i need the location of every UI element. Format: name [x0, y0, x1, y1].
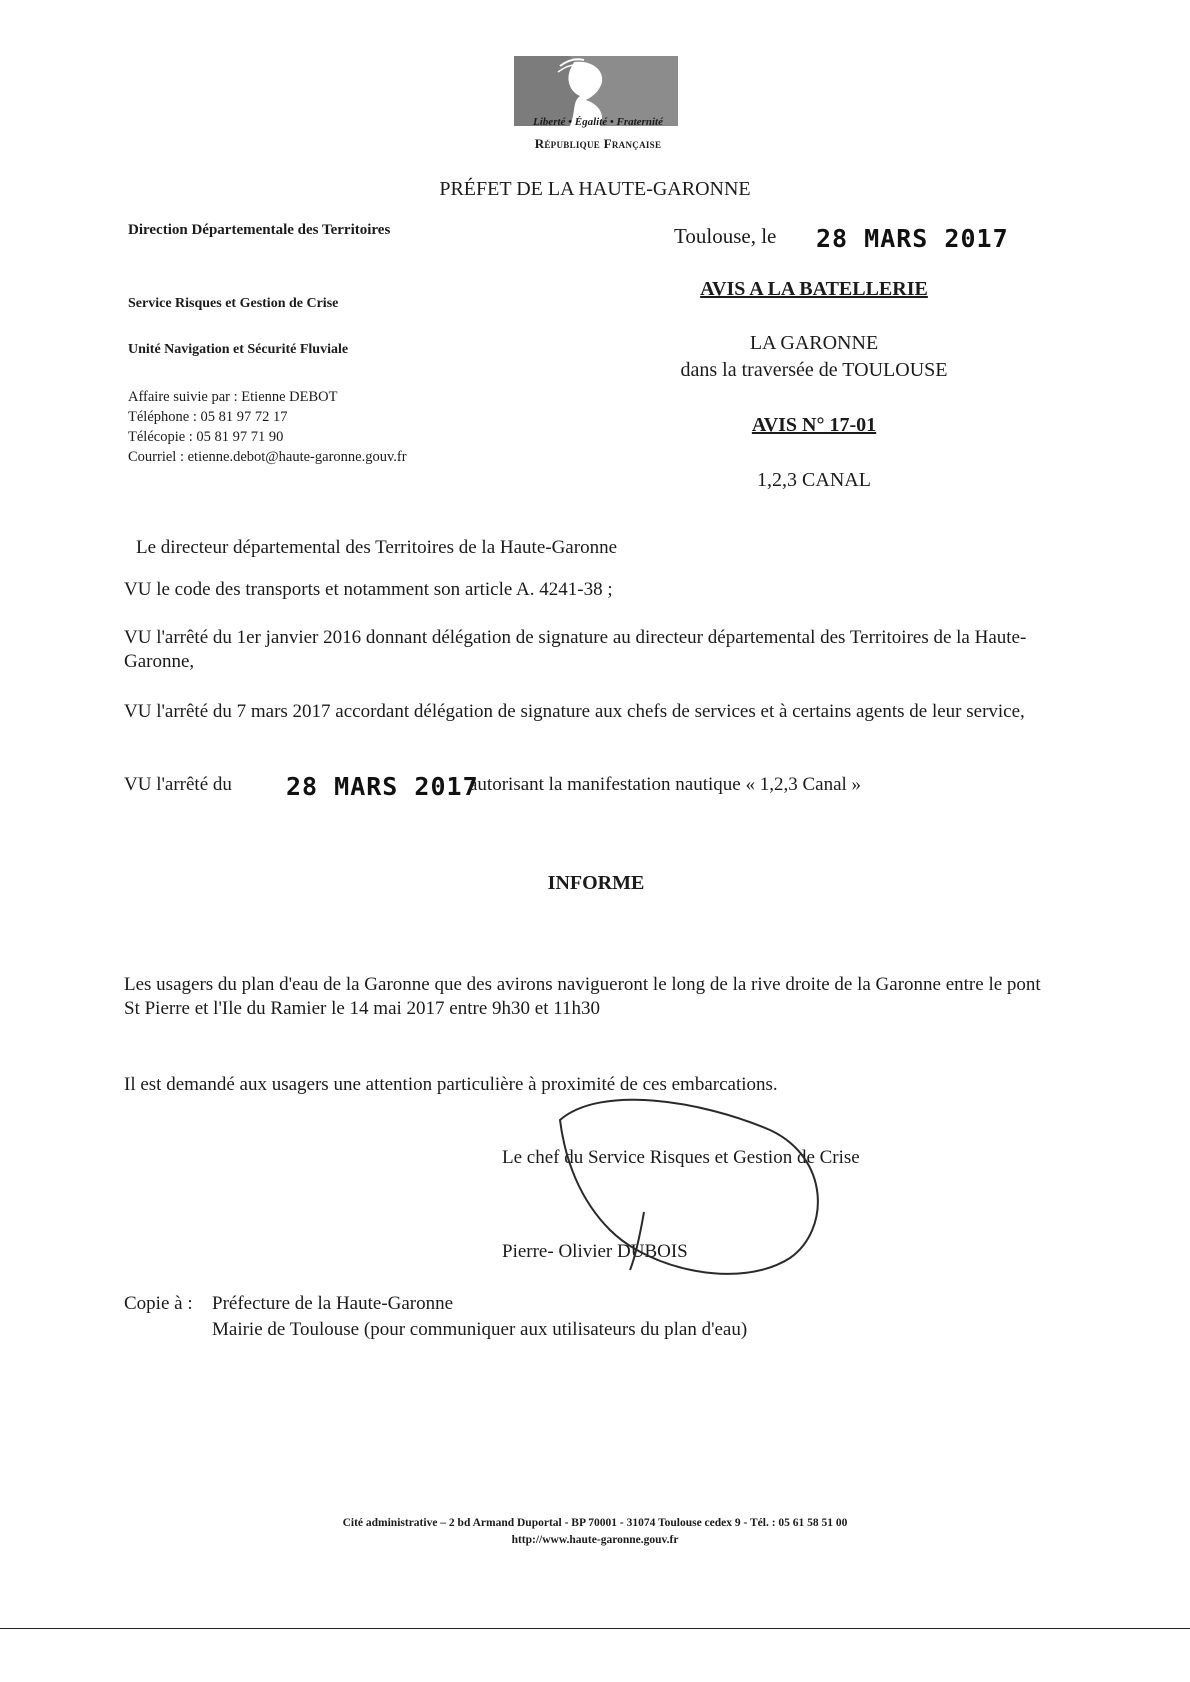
vu-arrete-suffix: autorisant la manifestation nautique « 1,2,3 Canal » [469, 774, 862, 795]
notice-paragraph: Les usagers du plan d'eau de la Garonne que des avirons navigueront le long de la rive droite de la Garonne entre le pont St Pierre et l'Ile du Ramier le 14 mai 2017 entre 9h30 et 11h30 [124, 974, 1041, 1019]
author-line: Le directeur départemental des Territoires de la Haute-Garonne [136, 537, 618, 558]
attention-paragraph: Il est demandé aux usagers une attention particulière à proximité de ces embarcations. [124, 1074, 778, 1095]
republic-motto: Liberté • Égalité • Fraternité [533, 116, 663, 128]
signatory-name: Pierre- Olivier DUBOIS [502, 1241, 688, 1262]
notice-event: 1,2,3 CANAL [757, 469, 871, 491]
dateline-place: Toulouse, le [674, 224, 777, 248]
contact-followed-by: Affaire suivie par : Etienne DEBOT [128, 389, 338, 405]
date-stamp: 28 MARS 2017 [816, 224, 1009, 253]
republic-name: République Française [534, 136, 662, 151]
contact-phone: Téléphone : 05 81 97 72 17 [128, 409, 288, 425]
prefet-heading: PRÉFET DE LA HAUTE-GARONNE [439, 178, 751, 200]
informe-heading: INFORME [547, 872, 645, 894]
contact-email: Courriel : etienne.debot@haute-garonne.gouv.fr [128, 449, 407, 465]
contact-fax: Télécopie : 05 81 97 71 90 [128, 429, 284, 445]
vu-delegation-2017: VU l'arrêté du 7 mars 2017 accordant délégation de signature aux chefs de services et à certains agents de leur service, [124, 701, 1025, 722]
notice-location: dans la traversée de TOULOUSE [680, 359, 948, 381]
copy-recipient-prefecture: Préfecture de la Haute-Garonne [212, 1293, 454, 1314]
page-bottom-rule [0, 1628, 1190, 1629]
notice-number: AVIS N° 17-01 [751, 414, 877, 436]
signatory-title: Le chef du Service Risques et Gestion de Crise [502, 1147, 860, 1168]
copy-label: Copie à : [124, 1293, 193, 1314]
vu-arrete-date-stamp: 28 MARS 2017 [286, 772, 479, 801]
sender-service: Service Risques et Gestion de Crise [128, 296, 339, 311]
notice-title: AVIS A LA BATELLERIE [700, 278, 928, 300]
sender-direction: Direction Départementale des Territoires [128, 222, 391, 238]
contact-block [128, 387, 407, 467]
sender-unit: Unité Navigation et Sécurité Fluviale [128, 342, 349, 357]
vu-arrete-prefix: VU l'arrêté du [124, 774, 232, 795]
vu-transport-code: VU le code des transports et notamment son article A. 4241-38 ; [124, 579, 613, 600]
copy-recipient-mairie: Mairie de Toulouse (pour communiquer aux utilisateurs du plan d'eau) [212, 1319, 748, 1340]
notice-river: LA GARONNE [749, 332, 879, 354]
vu-delegation-2016: VU l'arrêté du 1er janvier 2016 donnant délégation de signature au directeur départemental des Territoires de la Haute-Garonne, [124, 627, 1027, 672]
footer-address: Cité administrative – 2 bd Armand Duportal - BP 70001 - 31074 Toulouse cedex 9 - Tél. : 05 61 58 51 00 [342, 1517, 848, 1529]
footer-url: http://www.haute-garonne.gouv.fr [511, 1534, 679, 1546]
